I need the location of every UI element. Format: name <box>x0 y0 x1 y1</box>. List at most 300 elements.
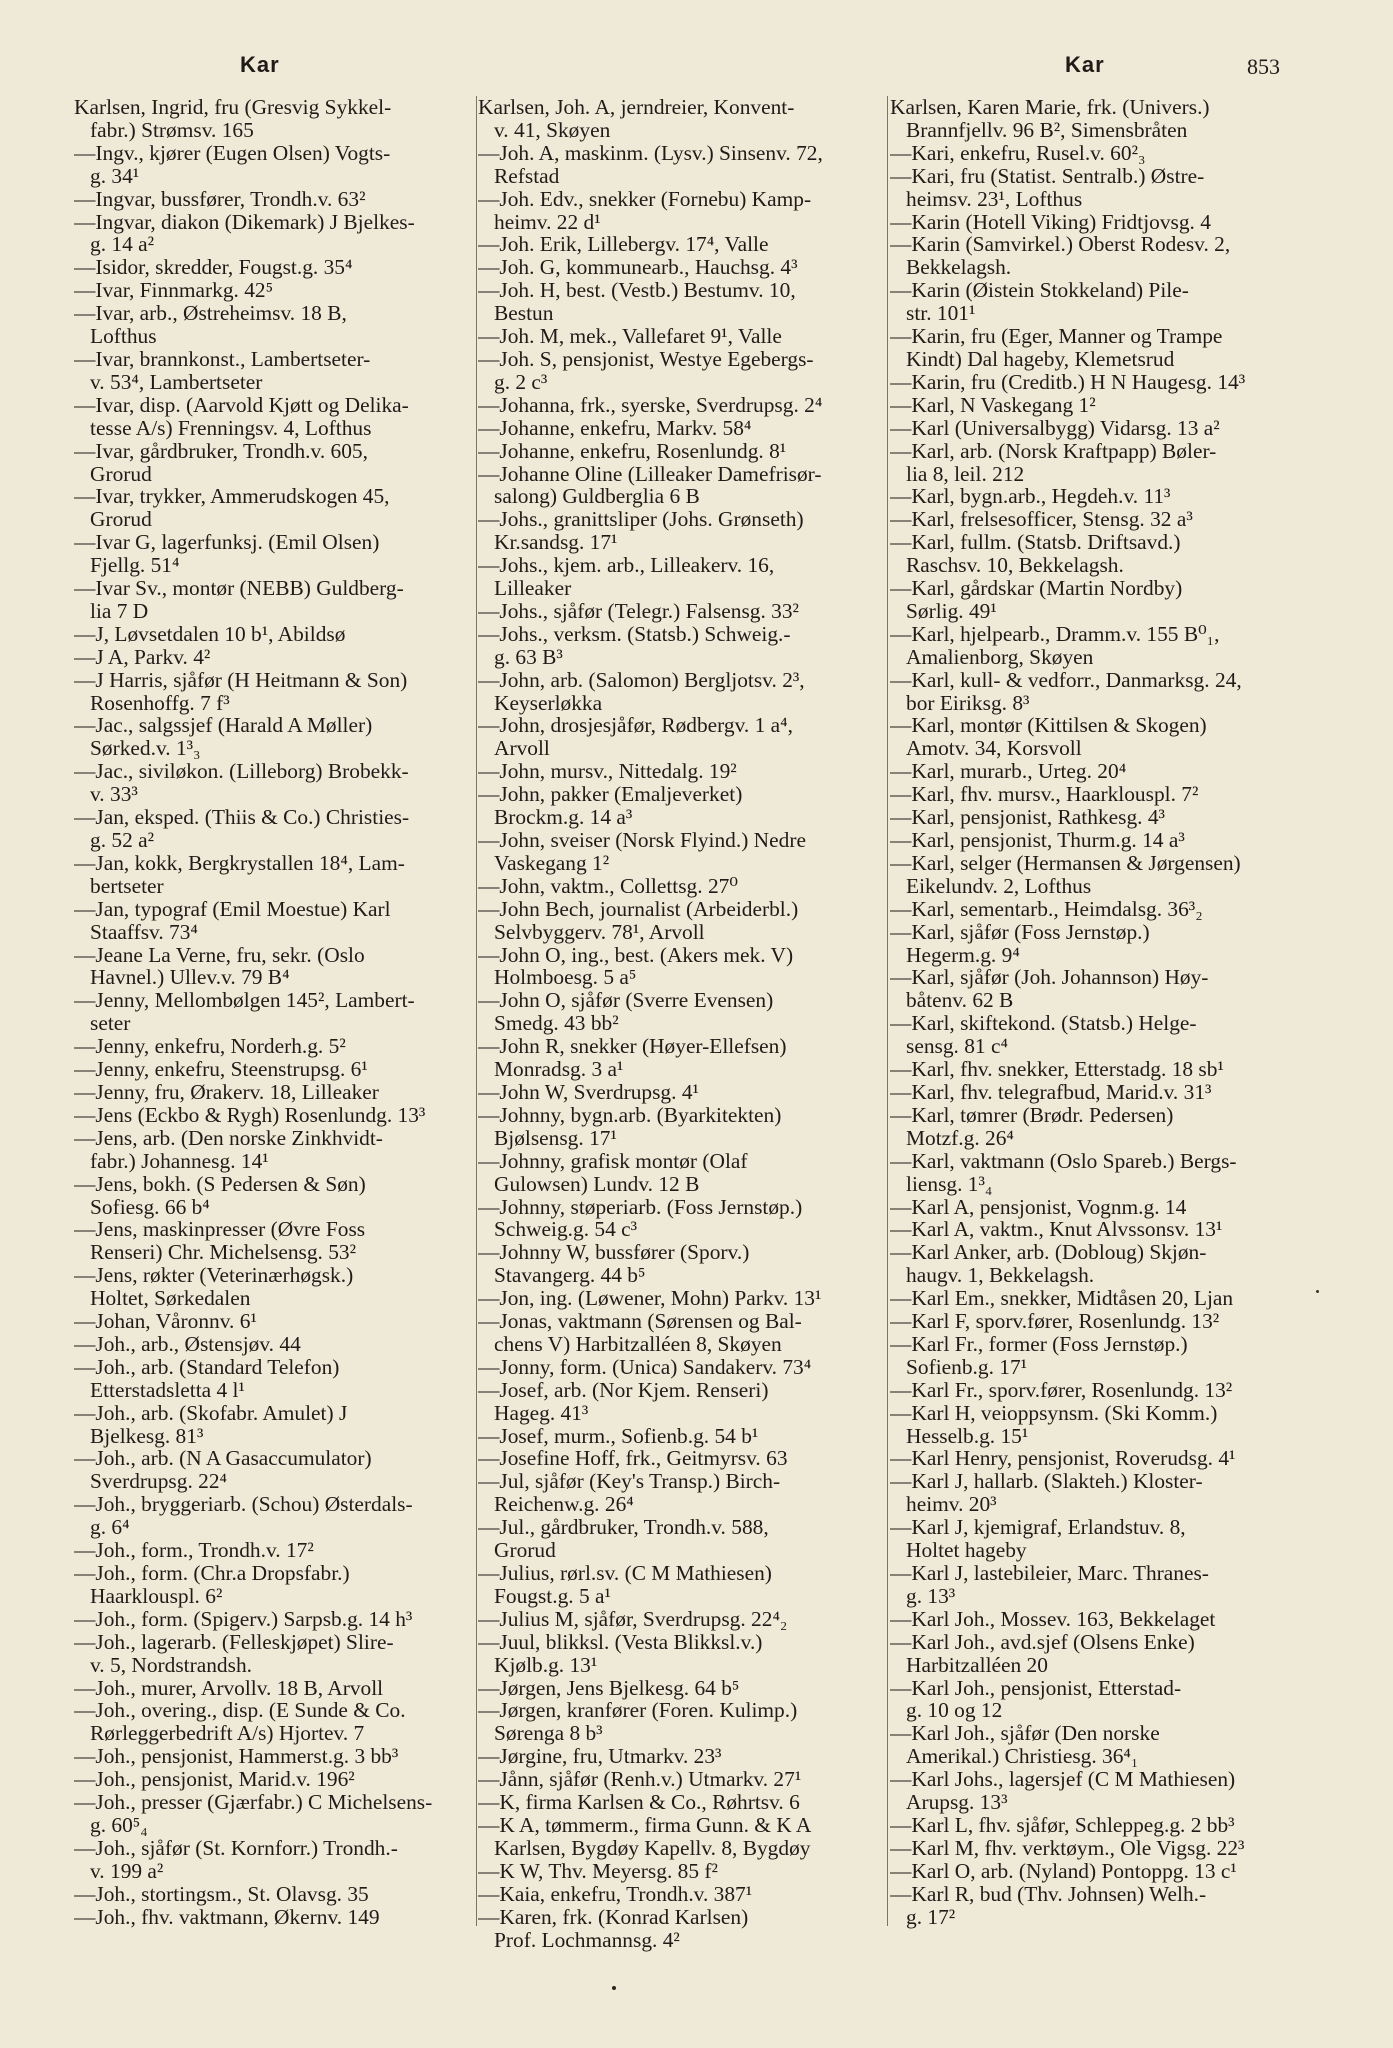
entry-line: —Ingvar, diakon (Dikemark) J Bjelkes- <box>74 209 415 234</box>
directory-entry <box>74 1310 474 1333</box>
entry-line: —Jonny, form. (Unica) Sandakerv. 73⁴ <box>478 1354 812 1379</box>
directory-entry <box>74 1699 474 1745</box>
entry-line: —K W, Thv. Meyersg. 85 f² <box>478 1858 718 1883</box>
directory-entry <box>478 348 888 394</box>
directory-entry <box>74 485 474 531</box>
running-head-right: Kar <box>1065 52 1105 77</box>
directory-entry <box>478 96 888 142</box>
entry-line: —Karl, pensjonist, Thurm.g. 14 a³ <box>890 828 1185 852</box>
directory-entry <box>478 623 888 669</box>
entry-line: —Karl, skiftekond. (Statsb.) Helge- <box>890 1011 1197 1036</box>
directory-entry <box>74 1768 474 1791</box>
entry-line: —Karl R, bud (Thv. Johnsen) Welh.- <box>890 1881 1207 1906</box>
entry-line: —Karl Anker, arb. (Dobloug) Skjøn- <box>890 1240 1207 1265</box>
directory-entry <box>890 1883 1310 1929</box>
entry-line: —Karin, fru (Eger, Manner og Trampe <box>890 324 1223 349</box>
entry-continuation: Stavangerg. 44 b⁵ <box>494 1263 646 1288</box>
directory-entry <box>478 417 888 440</box>
directory-entry <box>890 417 1310 440</box>
entry-line: —J, Løvsetdalen 10 b¹, Abildsø <box>74 621 346 646</box>
directory-entry <box>478 142 888 188</box>
entry-line: —John O, ing., best. (Akers mek. V) <box>478 942 794 967</box>
directory-entry <box>478 508 888 554</box>
directory-entry <box>74 1447 474 1493</box>
directory-entry <box>478 233 888 256</box>
entry-line: —Karl, pensjonist, Rathkesg. 4³ <box>890 805 1165 830</box>
entry-line: —Karl, selger (Hermansen & Jørgensen) <box>890 850 1241 875</box>
entry-continuation: Amerikal.) Christiesg. 36⁴₁ <box>906 1744 1139 1769</box>
directory-entry <box>890 371 1310 394</box>
entry-continuation: Havnel.) Ullev.v. 79 B⁴ <box>90 965 290 990</box>
entry-line: —Karl, kull- & vedforr., Danmarksg. 24, <box>890 667 1242 692</box>
entry-continuation: Hageg. 41³ <box>494 1400 589 1425</box>
entry-line: —Johs., kjem. arb., Lilleakerv. 16, <box>478 553 775 578</box>
entry-line: —Karl O, arb. (Nyland) Pontoppg. 13 c¹ <box>890 1858 1237 1883</box>
entry-continuation: Amotv. 34, Korsvoll <box>906 736 1082 761</box>
directory-entry <box>478 1104 888 1150</box>
directory-entry <box>890 1608 1310 1631</box>
entry-line: —Johnny, bygn.arb. (Byarkitekten) <box>478 1102 782 1127</box>
directory-entry <box>478 1470 888 1516</box>
entry-line: —John, vaktm., Collettsg. 27⁰ <box>478 873 738 898</box>
directory-entry <box>478 989 888 1035</box>
directory-entry <box>74 531 474 577</box>
entry-line: —Jørgen, kranfører (Foren. Kulimp.) <box>478 1698 798 1723</box>
directory-entry <box>74 1081 474 1104</box>
directory-entry <box>74 577 474 623</box>
directory-entry <box>74 348 474 394</box>
entry-line: —Jul, sjåfør (Key's Transp.) Birch- <box>478 1469 781 1494</box>
entry-line: —Jac., salgssjef (Harald A Møller) <box>74 713 373 738</box>
entry-line: —Karl, tømrer (Brødr. Pedersen) <box>890 1102 1174 1127</box>
directory-entry <box>74 1356 474 1402</box>
entry-continuation: g. 2 c³ <box>494 369 548 394</box>
entry-line: —Joh. A, maskinm. (Lysv.) Sinsenv. 72, <box>478 140 823 165</box>
entry-continuation: Keyserløkka <box>494 690 603 715</box>
entry-line: —Karl Fr., sporv.fører, Rosenlundg. 13² <box>890 1377 1233 1402</box>
directory-entry <box>478 1356 888 1379</box>
directory-entry <box>890 1150 1310 1196</box>
entry-line: Karlsen, Ingrid, fru (Gresvig Sykkel- <box>74 96 392 119</box>
entry-line: —Johnny, støperiarb. (Foss Jernstøp.) <box>478 1194 803 1219</box>
entry-continuation: Harbitzalléen 20 <box>906 1652 1048 1677</box>
entry-line: —Juul, blikksl. (Vesta Blikksl.v.) <box>478 1629 763 1654</box>
directory-entry <box>478 898 888 944</box>
entry-line: —Jenny, fru, Ørakerv. 18, Lilleaker <box>74 1079 379 1104</box>
directory-entry <box>890 233 1310 279</box>
entry-continuation: Grorud <box>494 1538 556 1563</box>
directory-entry <box>478 1791 888 1814</box>
entry-line: —Karl, montør (Kittilsen & Skogen) <box>890 713 1207 738</box>
entry-line: —Jørgine, fru, Utmarkv. 23³ <box>478 1744 722 1769</box>
entry-continuation: Bestun <box>494 301 554 326</box>
directory-entry <box>478 1745 888 1768</box>
entry-continuation: fabr.) Strømsv. 165 <box>90 117 254 142</box>
entry-continuation: lia 8, leil. 212 <box>906 461 1025 486</box>
entry-line: —Karen, frk. (Konrad Karlsen) <box>478 1904 749 1929</box>
entry-line: —Jenny, enkefru, Norderh.g. 5² <box>74 1034 346 1059</box>
directory-column-3 <box>890 96 1310 2026</box>
directory-entry <box>890 1447 1310 1470</box>
entry-line: —Karl, N Vaskegang 1² <box>890 392 1096 417</box>
directory-entry <box>478 760 888 783</box>
directory-entry <box>890 1379 1310 1402</box>
entry-line: —Joh. G, kommunearb., Hauchsg. 4³ <box>478 255 798 280</box>
entry-continuation: Karlsen, Bygdøy Kapellv. 8, Bygdøy <box>494 1835 811 1860</box>
entry-continuation: Sørked.v. 1³₃ <box>90 736 201 761</box>
entry-continuation: Holtet, Sørkedalen <box>90 1286 251 1311</box>
entry-continuation: Arvoll <box>494 736 550 761</box>
directory-entry <box>890 829 1310 852</box>
entry-line: —Isidor, skredder, Fougst.g. 35⁴ <box>74 255 353 280</box>
entry-continuation: Holtet hageby <box>906 1538 1027 1563</box>
entry-line: —John, sveiser (Norsk Flyind.) Nedre <box>478 828 806 852</box>
entry-continuation: Monradsg. 3 a¹ <box>494 1057 624 1082</box>
directory-entry <box>890 898 1310 921</box>
entry-continuation: Sørlig. 49¹ <box>906 598 997 623</box>
entry-line: —Joh., form. (Chr.a Dropsfabr.) <box>74 1561 350 1585</box>
entry-continuation: Brannfjellv. 96 B², Simensbråten <box>906 117 1188 142</box>
entry-line: —Kaia, enkefru, Trondh.v. 387¹ <box>478 1881 753 1906</box>
entry-continuation: Kr.sandsg. 17¹ <box>494 530 618 555</box>
entry-line: —Joh., sjåfør (St. Kornforr.) Trondh.- <box>74 1835 398 1860</box>
entry-line: —K A, tømmerm., firma Gunn. & K A <box>478 1812 812 1837</box>
directory-entry <box>890 1402 1310 1448</box>
entry-continuation: Staaffsv. 73⁴ <box>90 919 198 944</box>
directory-entry <box>74 1402 474 1448</box>
directory-entry <box>478 1287 888 1310</box>
entry-continuation: Sverdrupsg. 22⁴ <box>90 1469 227 1494</box>
entry-line: —Johanne Oline (Lilleaker Damefrisør- <box>478 461 822 486</box>
entry-continuation: Haarklouspl. 6² <box>90 1583 223 1608</box>
directory-entry <box>478 1310 888 1356</box>
directory-entry <box>890 1768 1310 1814</box>
entry-line: —Joh., arb., Østensjøv. 44 <box>74 1331 301 1356</box>
directory-entry <box>74 1035 474 1058</box>
entry-line: —Karl M, fhv. verktøym., Ole Vigsg. 22³ <box>890 1835 1245 1860</box>
entry-line: —Joh., lagerarb. (Felleskjøpet) Slire- <box>74 1629 394 1654</box>
entry-line: —Karl, fhv. mursv., Haarklouspl. 7² <box>890 782 1199 807</box>
directory-entry <box>74 1791 474 1837</box>
entry-line: —Jånn, sjåfør (Renh.v.) Utmarkv. 27¹ <box>478 1767 802 1792</box>
entry-line: —Joh., pensjonist, Marid.v. 196² <box>74 1767 355 1792</box>
directory-entry <box>890 1562 1310 1608</box>
directory-entry <box>890 577 1310 623</box>
entry-line: —Johs., sjåfør (Telegr.) Falsensg. 33² <box>478 598 799 623</box>
directory-entry <box>890 1516 1310 1562</box>
entry-line: —Ivar, gårdbruker, Trondh.v. 605, <box>74 438 368 463</box>
directory-entry <box>890 852 1310 898</box>
directory-entry <box>478 394 888 417</box>
entry-line: —Johan, Våronnv. 6¹ <box>74 1309 257 1334</box>
directory-entry <box>890 440 1310 486</box>
entry-line: —Ingv., kjører (Eugen Olsen) Vogts- <box>74 140 391 165</box>
directory-entry <box>74 669 474 715</box>
entry-continuation: Bjelkesg. 81³ <box>90 1423 204 1448</box>
directory-entry <box>74 1539 474 1562</box>
entry-line: —Karl Henry, pensjonist, Roverudsg. 4¹ <box>890 1446 1236 1471</box>
directory-entry <box>890 1058 1310 1081</box>
entry-line: —Karl, murarb., Urteg. 20⁴ <box>890 759 1127 784</box>
directory-entry <box>890 714 1310 760</box>
page-number: 853 <box>1247 54 1280 79</box>
directory-entry <box>478 1562 888 1608</box>
entry-continuation: haugv. 1, Bekkelagsh. <box>906 1263 1095 1288</box>
entry-continuation: Raschsv. 10, Bekkelagsh. <box>906 553 1124 578</box>
directory-entry <box>890 1677 1310 1723</box>
directory-entry <box>478 1768 888 1791</box>
directory-entry <box>74 1837 474 1883</box>
entry-line: —Joh., presser (Gjærfabr.) C Michelsens- <box>74 1790 433 1815</box>
entry-line: —John, pakker (Emaljeverket) <box>478 782 743 807</box>
directory-entry <box>74 142 474 188</box>
entry-continuation: v. 33³ <box>90 782 138 807</box>
directory-entry <box>478 1241 888 1287</box>
entry-continuation: Smedg. 43 bb² <box>494 1011 619 1036</box>
directory-entry <box>478 463 888 509</box>
directory-entry <box>74 1493 474 1539</box>
directory-column-1 <box>74 96 474 2026</box>
entry-line: —Jeane La Verne, fru, sekr. (Oslo <box>74 942 365 967</box>
directory-entry <box>478 1425 888 1448</box>
directory-entry <box>74 898 474 944</box>
directory-entry <box>478 1081 888 1104</box>
directory-entry <box>478 600 888 623</box>
entry-line: —Karl, fhv. telegrafbud, Marid.v. 31³ <box>890 1079 1212 1104</box>
entry-continuation: Etterstadsletta 4 l¹ <box>90 1377 245 1402</box>
entry-continuation: g. 10 og 12 <box>906 1698 1003 1723</box>
directory-entry <box>478 279 888 325</box>
entry-line: —Joh., pensjonist, Hammerst.g. 3 bb³ <box>74 1744 399 1769</box>
entry-continuation: Arupsg. 13³ <box>906 1790 1008 1815</box>
directory-entry <box>890 325 1310 371</box>
directory-entry <box>74 852 474 898</box>
entry-continuation: g. 17² <box>906 1904 956 1929</box>
entry-line: —Joh. M, mek., Vallefaret 9¹, Valle <box>478 324 782 349</box>
directory-entry <box>74 1562 474 1608</box>
entry-line: —Karl, sjåfør (Foss Jernstøp.) <box>890 919 1150 944</box>
directory-entry <box>890 1837 1310 1860</box>
entry-continuation: Schweig.g. 54 c³ <box>494 1217 638 1242</box>
entry-continuation: heimsv. 23¹, Lofthus <box>906 186 1083 211</box>
entry-line: —Joh., fhv. vaktmann, Økernv. 149 <box>74 1904 380 1929</box>
entry-line: —Karin (Øistein Stokkeland) Pile- <box>890 278 1189 303</box>
directory-entry <box>478 256 888 279</box>
entry-line: —Kari, enkefru, Rusel.v. 60²₃ <box>890 140 1146 165</box>
entry-line: —Joh., bryggeriarb. (Schou) Østerdals- <box>74 1492 413 1517</box>
entry-continuation: Bjølsensg. 17¹ <box>494 1125 617 1150</box>
entry-line: —Karin (Hotell Viking) Fridtjovsg. 4 <box>890 209 1211 234</box>
entry-continuation: Amalienborg, Skøyen <box>906 644 1094 669</box>
entry-line: —Karl Joh., sjåfør (Den norske <box>890 1721 1160 1746</box>
entry-continuation: båtenv. 62 B <box>906 988 1014 1013</box>
directory-entry <box>890 783 1310 806</box>
entry-continuation: bor Eiriksg. 8³ <box>906 690 1030 715</box>
entry-line: —J Harris, sjåfør (H Heitmann & Son) <box>74 667 408 692</box>
directory-entry <box>890 211 1310 234</box>
directory-entry <box>890 508 1310 531</box>
directory-entry <box>74 1058 474 1081</box>
directory-entry <box>74 760 474 806</box>
entry-line: —Jenny, enkefru, Steenstrupsg. 6¹ <box>74 1057 368 1082</box>
directory-entry <box>478 1631 888 1677</box>
entry-continuation: lia 7 D <box>90 598 149 623</box>
entry-line: —Johanne, enkefru, Markv. 58⁴ <box>478 415 752 440</box>
entry-continuation: Fjellg. 51⁴ <box>90 553 180 578</box>
entry-line: —Jenny, Mellombølgen 145², Lambert- <box>74 988 415 1013</box>
entry-line: —Karl (Universalbygg) Vidarsg. 13 a² <box>890 415 1220 440</box>
directory-entry <box>478 1608 888 1631</box>
entry-continuation: g. 60⁵₄ <box>90 1812 148 1837</box>
entry-continuation: Fougst.g. 5 a¹ <box>494 1583 611 1608</box>
entry-line: —Karl Em., snekker, Midtåsen 20, Ljan <box>890 1286 1234 1311</box>
entry-continuation: Selvbyggerv. 78¹, Arvoll <box>494 919 705 944</box>
directory-entry <box>74 1883 474 1906</box>
entry-continuation: Hesselb.g. 15¹ <box>906 1423 1029 1448</box>
entry-continuation: g. 14 a² <box>90 232 155 257</box>
directory-entry <box>478 1196 888 1242</box>
entry-line: —Karl Joh., avd.sjef (Olsens Enke) <box>890 1629 1195 1654</box>
directory-entry <box>74 1906 474 1929</box>
directory-entry <box>74 1608 474 1631</box>
directory-entry <box>74 279 474 302</box>
entry-continuation: Gulowsen) Lundv. 12 B <box>494 1171 700 1196</box>
entry-continuation: Renseri) Chr. Michelsensg. 53² <box>90 1240 357 1265</box>
entry-continuation: chens V) Harbitzalléen 8, Skøyen <box>494 1331 782 1356</box>
entry-line: —Jan, typograf (Emil Moestue) Karl <box>74 896 391 921</box>
entry-line: —Jens, maskinpresser (Øvre Foss <box>74 1217 366 1242</box>
entry-line: —Karl, fullm. (Statsb. Driftsavd.) <box>890 530 1181 555</box>
directory-entry <box>890 142 1310 165</box>
entry-continuation: Grorud <box>90 461 152 486</box>
entry-continuation: v. 5, Nordstrandsh. <box>90 1652 252 1677</box>
entry-line: —Josef, murm., Sofienb.g. 54 b¹ <box>478 1423 759 1448</box>
directory-entry <box>890 1241 1310 1287</box>
entry-line: —Joh., form., Trondh.v. 17² <box>74 1538 314 1563</box>
entry-line: —John W, Sverdrupsg. 4¹ <box>478 1079 699 1104</box>
entry-line: —Karl, hjelpearb., Dramm.v. 155 B⁰₁, <box>890 621 1220 646</box>
entry-line: —Karl H, veioppsynsm. (Ski Komm.) <box>890 1400 1218 1425</box>
entry-line: —Jens, bokh. (S Pedersen & Søn) <box>74 1171 366 1196</box>
entry-continuation: g. 13³ <box>906 1583 956 1608</box>
entry-line: Karlsen, Karen Marie, frk. (Univers.) <box>890 96 1210 119</box>
directory-entry <box>74 302 474 348</box>
directory-entry <box>890 623 1310 669</box>
directory-entry <box>478 669 888 715</box>
directory-entry <box>890 669 1310 715</box>
entry-continuation: heimv. 20³ <box>906 1492 997 1517</box>
directory-entry <box>890 1631 1310 1677</box>
entry-line: —Karin, fru (Creditb.) H N Haugesg. 14³ <box>890 369 1246 394</box>
directory-entry <box>74 1333 474 1356</box>
page-header <box>0 52 1393 92</box>
directory-entry <box>890 760 1310 783</box>
directory-entry <box>478 1516 888 1562</box>
directory-entry <box>478 1860 888 1883</box>
entry-line: —Joh., overing., disp. (E Sunde & Co. <box>74 1698 406 1723</box>
entry-line: —Julius M, sjåfør, Sverdrupsg. 22⁴₂ <box>478 1606 788 1631</box>
entry-continuation: salong) Guldberglia 6 B <box>494 484 700 509</box>
directory-entry <box>478 1150 888 1196</box>
entry-line: —J A, Parkv. 4² <box>74 644 211 669</box>
entry-line: —John O, sjåfør (Sverre Evensen) <box>478 988 774 1013</box>
entry-continuation: seter <box>90 1011 131 1036</box>
entry-continuation: Sofiesg. 66 b⁴ <box>90 1194 210 1219</box>
entry-line: —Karl Johs., lagersjef (C M Mathiesen) <box>890 1767 1236 1792</box>
entry-line: —Karl Fr., former (Foss Jernstøp.) <box>890 1331 1188 1356</box>
directory-entry <box>890 1814 1310 1837</box>
entry-continuation: Kindt) Dal hageby, Klemetsrud <box>906 346 1175 371</box>
entry-line: —Ivar, trykker, Ammerudskogen 45, <box>74 484 390 509</box>
entry-continuation: Sofienb.g. 17¹ <box>906 1354 1028 1379</box>
directory-entry <box>74 440 474 486</box>
directory-entry <box>74 646 474 669</box>
entry-line: —Karl, sjåfør (Joh. Johannson) Høy- <box>890 965 1209 990</box>
entry-line: —Karl, gårdskar (Martin Nordby) <box>890 576 1183 601</box>
entry-continuation: Bekkelagsh. <box>906 255 1012 280</box>
directory-entry <box>74 623 474 646</box>
entry-line: —Johnny W, bussfører (Sporv.) <box>478 1240 750 1265</box>
directory-entry <box>478 875 888 898</box>
entry-line: —Joh. S, pensjonist, Westye Egebergs- <box>478 346 814 371</box>
directory-entry <box>74 1677 474 1700</box>
directory-entry <box>890 165 1310 211</box>
entry-continuation: Refstad <box>494 163 560 188</box>
entry-continuation: Kjølb.g. 13¹ <box>494 1652 598 1677</box>
entry-continuation: Brockm.g. 14 a³ <box>494 805 633 830</box>
entry-line: —Ivar, Finnmarkg. 42⁵ <box>74 278 274 303</box>
entry-line: —Jørgen, Jens Bjelkesg. 64 b⁵ <box>478 1675 740 1700</box>
entry-line: —Johnny, grafisk montør (Olaf <box>478 1148 748 1173</box>
running-head-left: Kar <box>240 52 280 77</box>
entry-line: —Karl, vaktmann (Oslo Spareb.) Bergs- <box>890 1148 1237 1173</box>
directory-entry <box>890 921 1310 967</box>
entry-line: —Karl F, sporv.fører, Rosenlundg. 13² <box>890 1309 1220 1334</box>
entry-line: —Jon, ing. (Løwener, Mohn) Parkv. 13¹ <box>478 1286 822 1311</box>
directory-entry <box>478 1883 888 1906</box>
entry-line: —Ivar, disp. (Aarvold Kjøtt og Delika- <box>74 392 409 417</box>
directory-entry <box>478 1699 888 1745</box>
directory-entry <box>74 1173 474 1219</box>
directory-entry <box>890 485 1310 508</box>
entry-line: —Karl Joh., Mossev. 163, Bekkelaget <box>890 1606 1216 1631</box>
directory-entry <box>890 1287 1310 1310</box>
entry-line: —John, mursv., Nittedalg. 19² <box>478 759 737 784</box>
entry-continuation: Hegerm.g. 9⁴ <box>906 942 1020 967</box>
entry-line: —Johanne, enkefru, Rosenlundg. 8¹ <box>478 438 787 463</box>
directory-entry <box>890 1012 1310 1058</box>
directory-entry <box>74 256 474 279</box>
directory-entry <box>478 783 888 829</box>
entry-continuation: Holmboesg. 5 a⁵ <box>494 965 637 990</box>
entry-line: —Joh., arb. (Skofabr. Amulet) J <box>74 1400 348 1425</box>
entry-continuation: v. 41, Skøyen <box>494 117 611 142</box>
entry-continuation: str. 101¹ <box>906 301 976 326</box>
directory-entry <box>890 1470 1310 1516</box>
directory-entry <box>890 806 1310 829</box>
directory-entry <box>74 394 474 440</box>
entry-line: —Joh., form. (Spigerv.) Sarpsb.g. 14 h³ <box>74 1606 413 1631</box>
entry-line: —Karl, fhv. snekker, Etterstadg. 18 sb¹ <box>890 1057 1224 1082</box>
directory-column-2 <box>478 96 888 2026</box>
directory-entry <box>478 944 888 990</box>
entry-continuation: g. 6⁴ <box>90 1515 130 1540</box>
entry-continuation: Reichenw.g. 26⁴ <box>494 1492 634 1517</box>
entry-line: —John Bech, journalist (Arbeiderbl.) <box>478 896 799 921</box>
column-divider <box>476 96 477 1926</box>
entry-line: —John R, snekker (Høyer-Ellefsen) <box>478 1034 787 1059</box>
entry-continuation: Motzf.g. 26⁴ <box>906 1125 1014 1150</box>
